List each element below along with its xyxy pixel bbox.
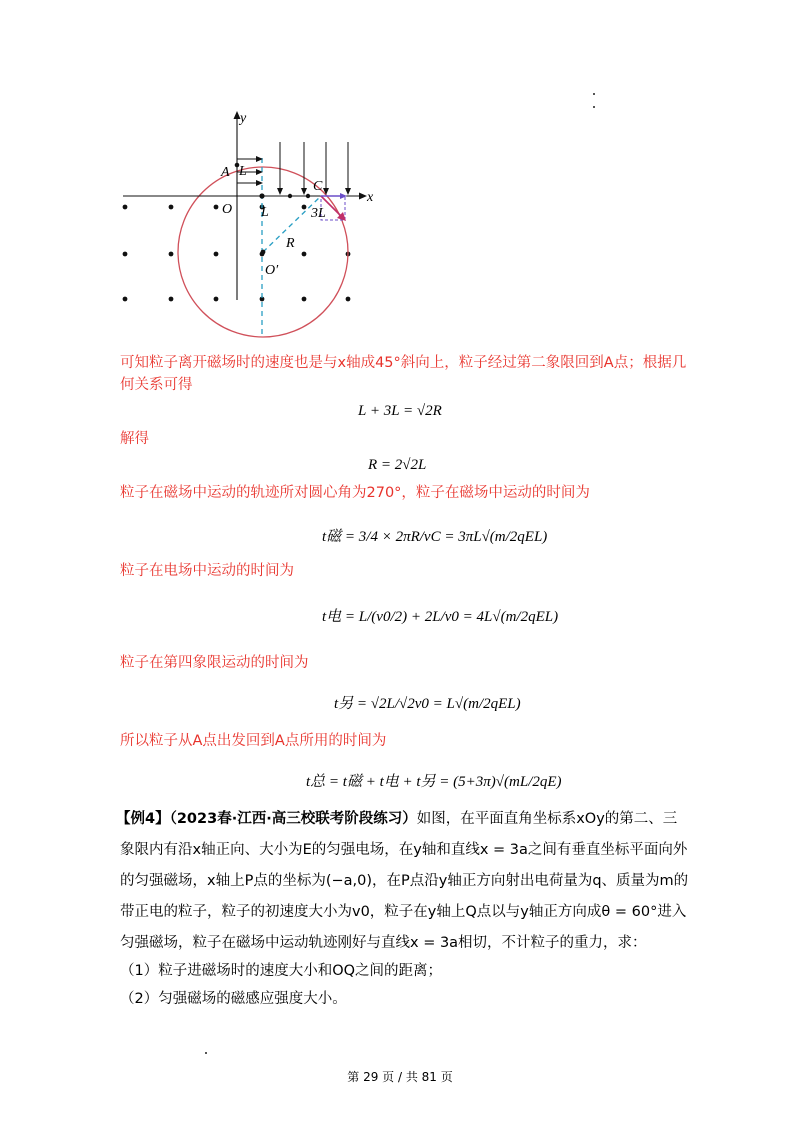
- equation-4: t电 = L/(v0/2) + 2L/v0 = 4L√(m/2qEL): [322, 609, 559, 625]
- solution-line-4: 粒子在电场中运动的时间为: [120, 563, 294, 579]
- solution-line-1: 可知粒子离开磁场时的速度也是与x轴成45°斜向上，粒子经过第二象限回到A点；根据几: [120, 355, 687, 371]
- solution-line-2: 何关系可得: [120, 377, 193, 393]
- equation-6: t总 = t磁 + t电 + t另 = (5+3π)√(mL/2qE): [306, 774, 562, 790]
- label-y: y: [240, 111, 247, 126]
- physics-diagram: [115, 100, 385, 350]
- label-O-prime: O′: [265, 263, 279, 278]
- solution-jiede: 解得: [120, 431, 149, 447]
- stray-mark-3: [205, 1052, 207, 1054]
- point-O-prime: [261, 250, 266, 255]
- stray-mark-2: [593, 106, 595, 108]
- example-line-3: 的匀强磁场，x轴上P点的坐标为(−a,0)，在P点沿y轴正方向射出电荷量为q、质量为m的: [120, 873, 689, 889]
- page-number: 第 29 页 / 共 81 页: [347, 1070, 453, 1084]
- stray-mark-1: [593, 93, 595, 95]
- example-line-5: 匀强磁场，粒子在磁场中运动轨迹刚好与直线x = 3a相切，不计粒子的重力，求：: [120, 935, 647, 951]
- label-A: A: [221, 165, 230, 180]
- example-line-1: [116, 805, 677, 834]
- label-3L: 3L: [311, 206, 326, 221]
- example-line-2: 象限内有沿x轴正向、大小为E的匀强电场，在y轴和直线x = 3a之间有垂直坐标平面向外: [120, 842, 688, 858]
- label-L-axis: L: [261, 205, 269, 220]
- example-text-1: 如图，在平面直角坐标系xOy的第二、三: [416, 811, 678, 827]
- label-O: O: [222, 202, 233, 217]
- question-1: （1）粒子进磁场时的速度大小和OQ之间的距离；: [120, 963, 443, 979]
- example-tag: 【例4】: [116, 811, 170, 827]
- y-axis: [234, 111, 241, 300]
- label-R: R: [286, 236, 295, 251]
- label-x: x: [367, 190, 374, 205]
- question-2: （2）匀强磁场的磁感应强度大小。: [120, 991, 347, 1007]
- solution-line-3: 粒子在磁场中运动的轨迹所对圆心角为270°，粒子在磁场中运动的时间为: [120, 485, 590, 501]
- example-source: （2023春·江西·高三校联考阶段练习）: [169, 811, 417, 827]
- equation-2: R = 2√2L: [368, 457, 427, 473]
- solution-line-5: 粒子在第四象限运动的时间为: [120, 655, 309, 671]
- solution-line-6: 所以粒子从A点出发回到A点所用的时间为: [120, 733, 387, 749]
- example-line-4: 带正电的粒子，粒子的初速度大小为v0，粒子在y轴上Q点以与y轴正方向成θ = 60°进入: [120, 904, 687, 920]
- equation-1: L + 3L = √2R: [358, 403, 442, 419]
- equation-5: t另 = √2L/√2v0 = L√(m/2qEL): [334, 696, 521, 712]
- label-C: C: [313, 179, 323, 194]
- equation-3: t磁 = 3/4 × 2πR/vC = 3πL√(m/2qEL): [322, 529, 548, 545]
- label-L-top: L: [239, 164, 247, 179]
